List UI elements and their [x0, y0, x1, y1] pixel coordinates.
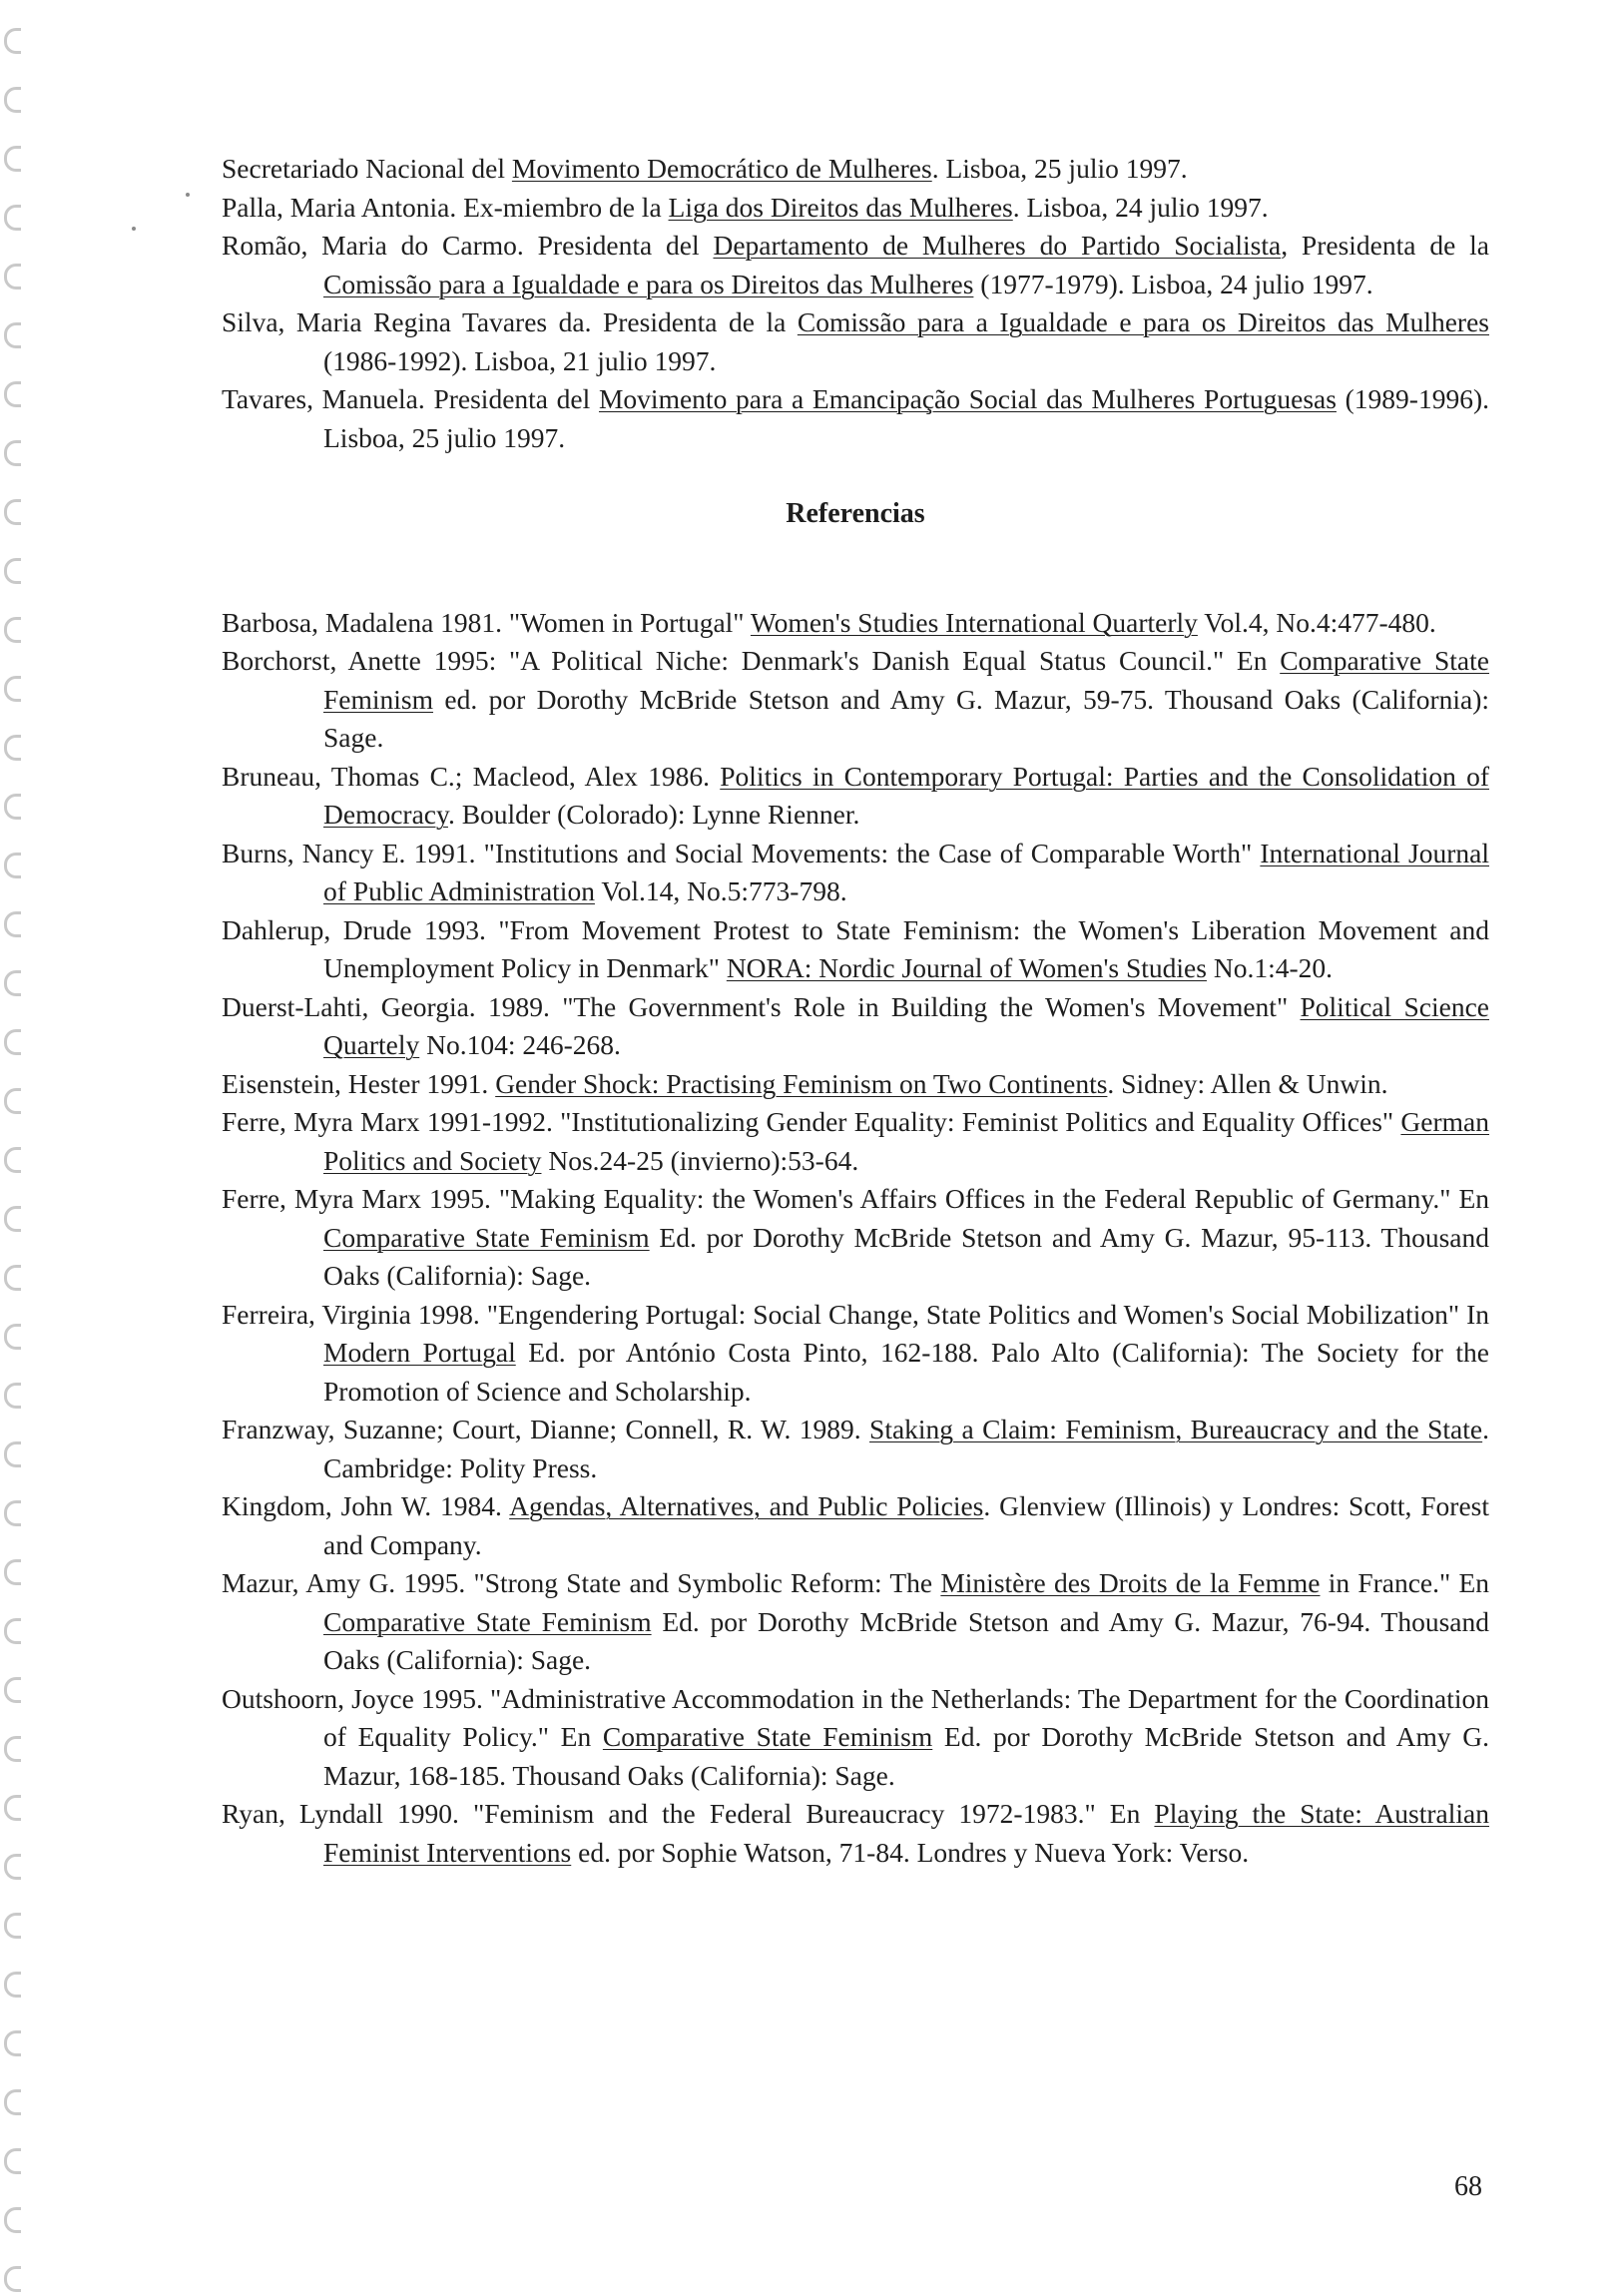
reference-entry: [222, 758, 1489, 835]
reference-entry: [222, 1180, 1489, 1296]
binder-ring: [4, 87, 21, 113]
interview-entry: [222, 227, 1489, 303]
binder-ring: [4, 1206, 21, 1232]
references-heading: Referencias: [786, 498, 925, 529]
interview-entry: [222, 380, 1489, 457]
binder-ring: [4, 1324, 21, 1350]
binder-ring: [4, 1854, 21, 1880]
binder-ring: [4, 2148, 21, 2174]
entry-text: Ferreira, Virginia 1998. "Engendering Portugal: Social Change, State Politics and Women's Social Mobilization" In: [222, 1298, 1489, 1330]
entry-text: Ryan, Lyndall 1990. "Feminism and the Federal Bureaucracy 1972-1983." En: [222, 1798, 1155, 1829]
entry-text: Barbosa, Madalena 1981. "Women in Portugal": [222, 606, 751, 638]
entry-text: Eisenstein, Hester 1991.: [222, 1067, 496, 1099]
underlined-title: NORA: Nordic Journal of Women's Studies: [726, 952, 1207, 983]
binder-ring: [4, 205, 21, 231]
underlined-title: Political Science Quartely: [323, 990, 1489, 1060]
entry-text: Secretariado Nacional del: [222, 153, 512, 184]
entry-text: Ferre, Myra Marx 1991-1992. "Institutionalizing Gender Equality: Feminist Politics and Equality Offices": [222, 1106, 1401, 1137]
binder-ring: [4, 911, 21, 937]
entry-text: ed. por Sophie Watson, 71-84. Londres y Nueva York: Verso.: [571, 1836, 1250, 1868]
underlined-title: Women's Studies International Quarterly: [750, 606, 1198, 638]
binder-rings: [0, 0, 40, 2296]
underlined-title: Comissão para a Igualdade e para os Direitos das Mulheres: [323, 268, 974, 299]
entry-text: in France." En: [1320, 1567, 1489, 1598]
entry-text: Kingdom, John W. 1984.: [222, 1490, 510, 1521]
entry-text: Outshoorn, Joyce 1995. "Administrative Accommodation in the Netherlands: The Department for the Coordination of Equality Policy." En: [222, 1682, 1489, 1752]
underlined-title: Comparative State Feminism: [323, 645, 1489, 715]
binder-ring: [4, 264, 21, 289]
entry-text: . Cambridge: Polity Press.: [323, 1414, 1489, 1483]
interview-entry: [222, 150, 1489, 189]
interview-entry: [222, 303, 1489, 380]
binder-ring: [4, 1441, 21, 1467]
underlined-title: Comissão para a Igualdade e para os Direitos das Mulheres: [797, 306, 1489, 337]
entry-text: Vol.4, No.4:477-480.: [1197, 606, 1436, 638]
entry-text: . Boulder (Colorado): Lynne Rienner.: [447, 799, 860, 830]
entry-text: Silva, Maria Regina Tavares da. Presidenta de la: [222, 306, 798, 337]
binder-ring: [4, 1383, 21, 1409]
entry-text: Franzway, Suzanne; Court, Dianne; Connell, R. W. 1989.: [222, 1414, 870, 1444]
underlined-title: Comparative State Feminism: [323, 1221, 650, 1253]
reference-entry: [222, 1065, 1489, 1104]
underlined-title: International Journal of Public Administration: [323, 837, 1490, 906]
entry-text: Bruneau, Thomas C.; Macleod, Alex 1986.: [222, 760, 721, 792]
underlined-title: Politics in Contemporary Portugal: Parties and the Consolidation of Democracy: [323, 760, 1489, 830]
binder-ring: [4, 2030, 21, 2056]
binder-ring: [4, 1559, 21, 1585]
binder-ring: [4, 1618, 21, 1644]
entry-text: Ed. por Dorothy McBride Stetson and Amy G. Mazur, 76-94. Thousand Oaks (California): Sage.: [323, 1605, 1490, 1675]
binder-ring: [4, 1677, 21, 1703]
entry-text: ed. por Dorothy McBride Stetson and Amy G. Mazur, 59-75. Thousand Oaks (California): Sage.: [323, 683, 1489, 753]
page-body: [222, 150, 1489, 1872]
binder-ring: [4, 794, 21, 820]
underlined-title: Comparative State Feminism: [323, 1605, 652, 1637]
underlined-title: Playing the State: Australian Feminist Interventions: [323, 1798, 1489, 1868]
binder-ring: [4, 1265, 21, 1291]
underlined-title: Movimento para a Emancipação Social das Mulheres Portuguesas: [598, 383, 1337, 414]
reference-entry: [222, 1411, 1489, 1487]
entry-text: (1989-1996). Lisboa, 25 julio 1997.: [323, 383, 1489, 453]
entry-text: Mazur, Amy G. 1995. "Strong State and Symbolic Reform: The: [222, 1567, 941, 1598]
reference-entry: [222, 604, 1489, 643]
underlined-title: Ministère des Droits de la Femme: [940, 1567, 1321, 1598]
entry-text: Borchorst, Anette 1995: "A Political Niche: Denmark's Danish Equal Status Council." En: [222, 645, 1281, 676]
binder-ring: [4, 676, 21, 702]
binder-ring: [4, 322, 21, 348]
binder-ring: [4, 1500, 21, 1526]
underlined-title: Agendas, Alternatives, and Public Policies: [509, 1490, 984, 1521]
entry-text: . Sidney: Allen & Unwin.: [1107, 1067, 1388, 1099]
reference-list: [222, 604, 1489, 1873]
binder-ring: [4, 558, 21, 584]
entry-text: . Lisboa, 24 julio 1997.: [1012, 191, 1269, 223]
binder-ring: [4, 1972, 21, 1998]
binder-ring: [4, 28, 21, 54]
binder-ring: [4, 381, 21, 407]
underlined-title: Departamento de Mulheres do Partido Socialista: [713, 230, 1282, 261]
binder-ring: [4, 735, 21, 761]
interview-list: [222, 150, 1489, 457]
reference-entry: [222, 642, 1489, 758]
underlined-title: Gender Shock: Practising Feminism on Two Continents: [495, 1067, 1108, 1099]
underlined-title: German Politics and Society: [323, 1106, 1489, 1176]
binder-ring: [4, 146, 21, 172]
entry-text: Nos.24-25 (invierno):53-64.: [541, 1144, 859, 1176]
entry-text: . Glenview (Illinois) y Londres: Scott, Forest and Company.: [323, 1490, 1490, 1560]
entry-text: . Lisboa, 25 julio 1997.: [931, 153, 1188, 184]
entry-text: Duerst-Lahti, Georgia. 1989. "The Government's Role in Building the Women's Movement": [222, 990, 1301, 1022]
binder-ring: [4, 1795, 21, 1821]
entry-text: Tavares, Manuela. Presidenta del: [222, 383, 599, 414]
binder-ring: [4, 1736, 21, 1762]
binder-ring: [4, 853, 21, 878]
interview-entry: [222, 189, 1489, 228]
binder-ring: [4, 970, 21, 996]
entry-text: Ed. por António Costa Pinto, 162-188. Palo Alto (California): The Society for the Promotion of Science and Scholarship.: [323, 1337, 1489, 1407]
entry-text: Romão, Maria do Carmo. Presidenta del: [222, 230, 714, 261]
scan-speck: [132, 227, 136, 231]
reference-entry: [222, 911, 1489, 988]
binder-ring: [4, 617, 21, 643]
entry-text: Vol.14, No.5:773-798.: [594, 875, 847, 906]
binder-ring: [4, 2266, 21, 2292]
binder-ring: [4, 1029, 21, 1055]
binder-ring: [4, 2207, 21, 2233]
reference-entry: [222, 988, 1489, 1065]
entry-text: Burns, Nancy E. 1991. "Institutions and Social Movements: the Case of Comparable Worth": [222, 837, 1261, 868]
entry-text: (1986-1992). Lisboa, 21 julio 1997.: [323, 344, 717, 376]
scan-speck: [186, 193, 190, 197]
binder-ring: [4, 1913, 21, 1939]
entry-text: Dahlerup, Drude 1993. "From Movement Protest to State Feminism: the Women's Liberation Movement and Unemployment Policy in Denmark": [222, 913, 1489, 983]
underlined-title: Staking a Claim: Feminism, Bureaucracy and the State: [869, 1414, 1483, 1444]
entry-text: Ed. por Dorothy McBride Stetson and Amy G. Mazur, 168-185. Thousand Oaks (California): Sage.: [323, 1721, 1489, 1791]
reference-entry: [222, 1296, 1489, 1412]
underlined-title: Modern Portugal: [323, 1337, 516, 1368]
reference-entry: [222, 1103, 1489, 1180]
underlined-title: Liga dos Direitos das Mulheres: [668, 191, 1013, 223]
entry-text: No.104: 246-268.: [419, 1029, 621, 1060]
reference-entry: [222, 1795, 1489, 1872]
entry-text: (1977-1979). Lisboa, 24 julio 1997.: [973, 268, 1373, 299]
binder-ring: [4, 499, 21, 525]
binder-ring: [4, 440, 21, 466]
reference-entry: [222, 1680, 1489, 1796]
binder-ring: [4, 1088, 21, 1114]
entry-text: Palla, Maria Antonia. Ex-miembro de la: [222, 191, 669, 223]
reference-entry: [222, 1564, 1489, 1680]
entry-text: Ed. por Dorothy McBride Stetson and Amy G. Mazur, 95-113. Thousand Oaks (California): Sage.: [323, 1221, 1489, 1291]
reference-entry: [222, 835, 1489, 911]
entry-text: , Presidenta de la: [1281, 230, 1489, 261]
page-number: 68: [1454, 2171, 1482, 2202]
reference-entry: [222, 1487, 1489, 1564]
binder-ring: [4, 1147, 21, 1173]
entry-text: No.1:4-20.: [1206, 952, 1334, 983]
underlined-title: Comparative State Feminism: [602, 1721, 933, 1752]
entry-text: Ferre, Myra Marx 1995. "Making Equality: the Women's Affairs Offices in the Federal Republic of Germany." En: [222, 1183, 1489, 1214]
underlined-title: Movimento Democrático de Mulheres: [511, 153, 932, 184]
binder-ring: [4, 2089, 21, 2115]
